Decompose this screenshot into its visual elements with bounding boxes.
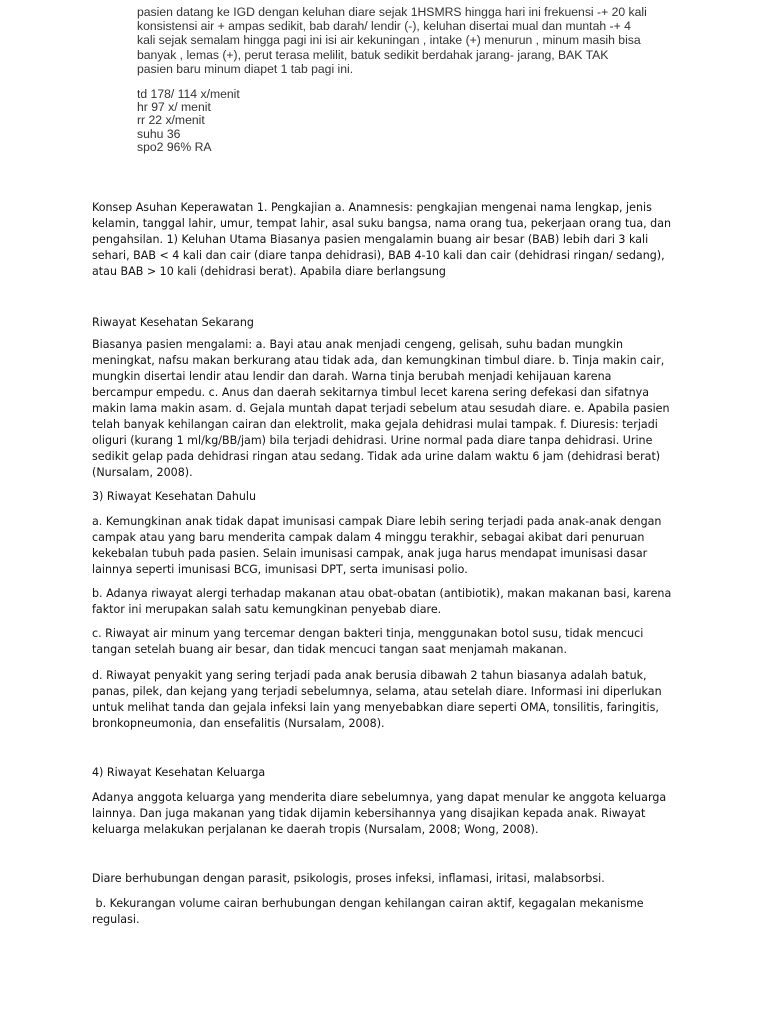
text-line: faktor ini merupakan salah satu kemungkinan penyebab diare. [92, 603, 442, 616]
riwayat-keluarga-heading [92, 765, 682, 781]
diare-paragraph [92, 871, 682, 887]
riwayat-keluarga-paragraph [92, 790, 682, 838]
text-line: meningkat, nafsu makan berkurang atau tidak ada, dan kemungkinan timbul diare. b. Tinja makin cair, [92, 354, 665, 367]
text-line: telah banyak kehilangan cairan dan elektrolit, maka gejala dehidrasi mulai tampak. f. Diuresis: terjadi [92, 418, 658, 431]
text-line: b. Adanya riwayat alergi terhadap makanan atau obat-obatan (antibiotik), makan makanan basi, karena [92, 587, 672, 600]
text-line: Biasanya pasien mengalami: a. Bayi atau anak menjadi cengeng, gelisah, suhu badan mungkin [92, 338, 624, 351]
text-line: lainnya. Dan juga makanan yang tidak dijamin kebersihannya yang disajikan kepada anak. Riwayat [92, 807, 646, 820]
text-line: regulasi. [92, 913, 140, 926]
text-line: kelamin, tanggal lahir, umur, tempat lahir, asal suku bangsa, nama orang tua, pekerjaan orang tua, dan [92, 217, 672, 230]
vital-signs [137, 88, 240, 154]
text-line: kali sejak semalam hingga pagi ini isi air kekuningan , intake (+) menurun , minum masih bisa [137, 33, 641, 48]
section-heading: Riwayat Kesehatan Sekarang [92, 316, 254, 329]
text-line: Adanya anggota keluarga yang menderita diare sebelumnya, yang dapat menular ke anggota keluarga [92, 791, 667, 804]
text-line: makin lama makin asam. d. Gejala muntah dapat terjadi sebelum atau sesudah diare. e. Apabila pasien [92, 402, 670, 415]
text-line: pasien datang ke IGD dengan keluhan diare sejak 1HSMRS hingga hari ini frekuensi -+ 20 kali [137, 5, 647, 19]
text-line: campak atau yang baru menderita campak dalam 4 minggu terakhir, sebagai akibat dari penuruan [92, 531, 645, 544]
vital-hr: hr 97 x/ menit [137, 100, 211, 115]
text-line: tangan setelah buang air besar, dan tidak mencuci tangan saat menjamah makanan. [92, 643, 567, 656]
text-line: bronkopneumonia, dan ensefalitis (Nursalam, 2008). [92, 717, 385, 730]
text-line: lainnya seperti imunisasi BCG, imunisasi DPT, serta imunisasi polio. [92, 563, 468, 576]
text-line: keluarga melakukan perjalanan ke daerah tropis (Nursalam, 2008; Wong, 2008). [92, 823, 539, 836]
text-line: c. Riwayat air minum yang tercemar dengan bakteri tinja, menggunakan botol susu, tidak mencuci [92, 627, 644, 640]
text-line: atau BAB > 10 kali (dehidrasi berat). Apabila diare berlangsung [92, 265, 446, 278]
text-line: panas, pilek, dan kejang yang terjadi sebelumnya, selama, atau setelah diare. Informasi ini diperlukan [92, 685, 662, 698]
section-heading: 4) Riwayat Kesehatan Keluarga [92, 766, 266, 779]
text-line: oliguri (kurang 1 ml/kg/BB/jam) bila terjadi dehidrasi. Urine normal pada diare tanpa dehidrasi. Urine [92, 434, 653, 447]
text-line: Diare berhubungan dengan parasit, psikologis, proses infeksi, inflamasi, iritasi, malabsorbsi. [92, 872, 605, 885]
text-line: a. Kemungkinan anak tidak dapat imunisasi campak Diare lebih sering terjadi pada anak-anak dengan [92, 515, 662, 528]
text-line: b. Kekurangan volume cairan berhubungan dengan kehilangan cairan aktif, kegagalan mekanisme [92, 897, 644, 910]
riwayat-sekarang-heading [92, 315, 682, 331]
text-line: mungkin disertai lendir atau lendir dan darah. Warna tinja berubah menjadi kehijauan karena [92, 370, 612, 383]
text-line: pasien baru minum diapet 1 tab pagi ini. [137, 61, 354, 76]
section-heading: 3) Riwayat Kesehatan Dahulu [92, 490, 257, 503]
text-line: Konsep Asuhan Keperawatan 1. Pengkajian a. Anamnesis: pengkajian mengenai nama lengkap, jenis [92, 201, 652, 214]
riwayat-sekarang-paragraph [92, 337, 682, 481]
text-line: pengahsilan. 1) Keluhan Utama Biasanya pasien mengalamin buang air besar (BAB) lebih dari 3 kali [92, 233, 649, 246]
text-line: bercampur empedu. c. Anus dan daerah sekitarnya timbul lecet karena sering defekasi dan sifatnya [92, 386, 650, 399]
vital-td: td 178/ 114 x/menit [137, 87, 240, 101]
text-line: untuk melihat tanda dan gejala infeksi lain yang menyebabkan diare seperti OMA, tonsilitis, faringitis, [92, 701, 659, 714]
text-line: d. Riwayat penyakit yang sering terjadi pada anak berusia dibawah 2 tahun biasanya adalah batuk, [92, 669, 647, 682]
riwayat-dahulu-para-b [92, 586, 682, 618]
vital-rr: rr 22 x/menit [137, 113, 205, 128]
text-line: banyak , lemas (+), perut terasa melilit, batuk sedikit berdahak jarang- jarang, BAK TAK [137, 47, 609, 62]
vital-suhu: suhu 36 [137, 126, 181, 141]
text-line: sehari, BAB < 4 kali dan cair (diare tanpa dehidrasi), BAB 4-10 kali dan cair (dehidrasi ringan/ sedang), [92, 249, 665, 262]
text-line: kekebalan tubuh pada pasien. Selain imunisasi campak, anak juga harus mendapat imunisasi dasar [92, 547, 648, 560]
kekurangan-volume-paragraph [92, 896, 682, 928]
patient-complaint-note [137, 5, 727, 76]
riwayat-dahulu-para-c [92, 626, 682, 658]
text-line: (Nursalam, 2008). [92, 466, 193, 479]
text-line: sedikit gelap pada dehidrasi ringan atau sedang. Tidak ada urine dalam waktu 6 jam (dehidrasi berat) [92, 450, 661, 463]
riwayat-dahulu-heading [92, 489, 682, 505]
vital-spo2: spo2 96% RA [137, 139, 212, 154]
riwayat-dahulu-para-a [92, 514, 682, 578]
riwayat-dahulu-para-d [92, 668, 682, 732]
text-line: konsistensi air + ampas sedikit, bab darah/ lendir (-), keluhan disertai mual dan muntah -+ 4 [137, 19, 631, 34]
konsep-paragraph [92, 200, 682, 280]
